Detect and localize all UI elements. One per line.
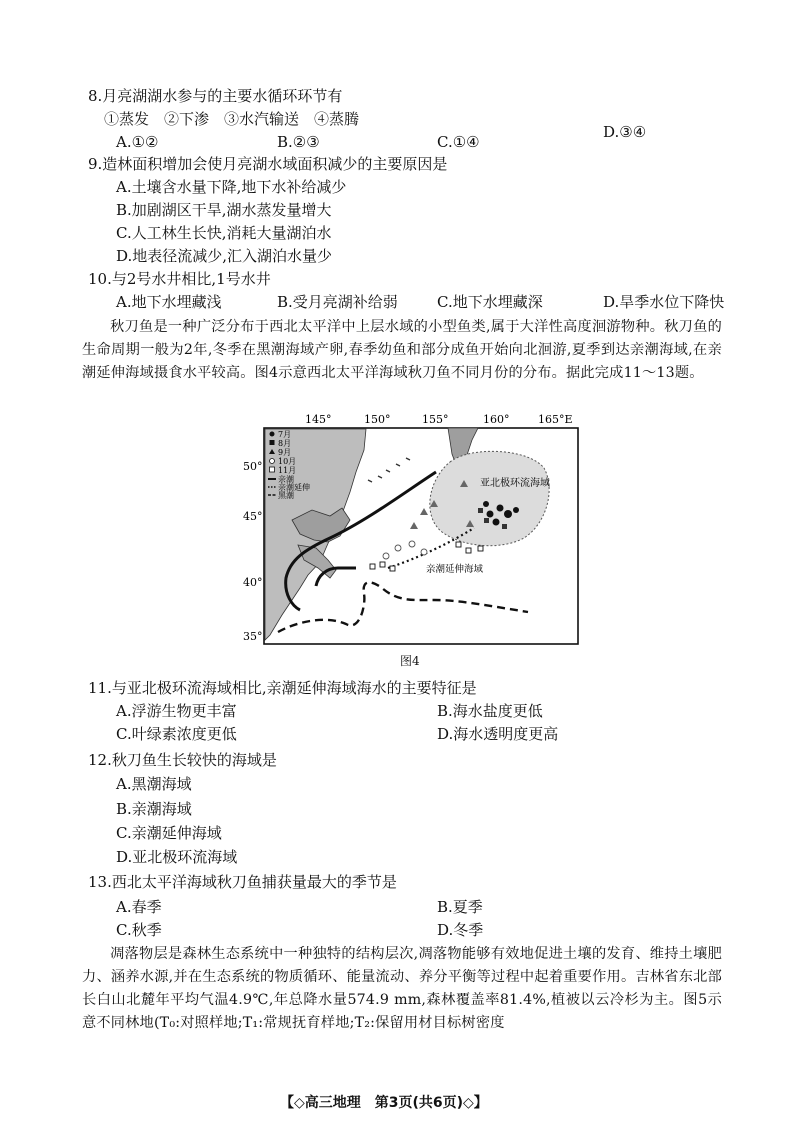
q13-option-b: B.夏季: [437, 898, 483, 916]
oct-point: [383, 553, 389, 559]
oct-point: [421, 549, 427, 555]
q12-stem: 12.秋刀鱼生长较快的海域是: [88, 751, 277, 769]
q10-option-a: A.地下水埋藏浅: [116, 293, 222, 311]
q8-stem: 8.月亮湖湖水参与的主要水循环环节有: [88, 87, 343, 105]
july-point: [513, 507, 519, 513]
nov-point: [390, 566, 395, 571]
q10-option-d: D.旱季水位下降快: [603, 293, 725, 311]
july-point: [483, 501, 489, 507]
lon-label-145: 145°: [305, 413, 332, 426]
lat-label-35: 35°: [243, 630, 263, 643]
q13-stem: 13.西北太平洋海域秋刀鱼捕获量最大的季节是: [88, 873, 397, 891]
oct-point: [395, 545, 401, 551]
passage-saury: [82, 316, 722, 385]
lon-label-150: 150°: [364, 413, 391, 426]
legend-extension: 亲潮延伸: [278, 483, 310, 492]
july-point: [504, 510, 512, 518]
figure-4-caption: 图4: [400, 654, 420, 668]
legend-nov-marker: [270, 467, 275, 472]
nov-point: [380, 562, 385, 567]
legend-july: 7月: [278, 430, 292, 439]
q10-stem: 10.与2号水井相比,1号水井: [88, 270, 271, 288]
q11-option-d: D.海水透明度更高: [437, 725, 559, 743]
legend-nov: 11月: [278, 466, 297, 475]
nov-point: [466, 548, 471, 553]
aug-point: [484, 518, 489, 523]
july-point: [493, 519, 500, 526]
q10-option-c: C.地下水埋藏深: [437, 293, 543, 311]
nov-point: [370, 564, 375, 569]
legend-aug-marker: [270, 440, 275, 445]
subarctic-gyre-region: [430, 451, 549, 545]
q9-option-a: A.土壤含水量下降,地下水补给减少: [116, 178, 347, 196]
q13-option-a: A.春季: [116, 898, 162, 916]
q11-option-b: B.海水盐度更低: [437, 702, 543, 720]
map-svg: [238, 410, 584, 650]
lat-label-40: 40°: [243, 576, 263, 589]
lat-label-50: 50°: [243, 460, 263, 473]
legend-oyashio: 亲潮: [278, 475, 294, 484]
q8-option-c: C.①④: [437, 133, 480, 151]
q9-option-c: C.人工林生长快,消耗大量湖泊水: [116, 224, 332, 242]
nov-point: [478, 546, 483, 551]
q8-option-a: A.①②: [116, 133, 159, 151]
q11-option-a: A.浮游生物更丰富: [116, 702, 237, 720]
lon-label-155: 155°: [422, 413, 449, 426]
q12-option-b: B.亲潮海域: [116, 800, 192, 818]
passage-saury-text: 秋刀鱼是一种广泛分布于西北太平洋中上层水域的小型鱼类,属于大洋性高度洄游物种。秋刀鱼的生命周期一般为2年,冬季在黑潮海域产卵,春季幼鱼和部分成鱼开始向北洄游,夏季到达亲潮海域,在亲潮延伸海域摄食水平较高。图4示意西北太平洋海域秋刀鱼不同月份的分布。据此完成11～13题。: [82, 319, 722, 381]
q9-option-b: B.加剧湖区干旱,湖水蒸发量增大: [116, 201, 332, 219]
lat-label-45: 45°: [243, 510, 263, 523]
q13-option-d: D.冬季: [437, 921, 484, 939]
subarctic-gyre-label: 亚北极环流海域: [480, 478, 550, 489]
aug-point: [478, 508, 483, 513]
lon-label-165: 165°E: [538, 413, 573, 426]
legend-oct: 10月: [278, 457, 297, 466]
q12-option-c: C.亲潮延伸海域: [116, 824, 222, 842]
aug-point: [502, 524, 507, 529]
q12-option-d: D.亚北极环流海域: [116, 848, 238, 866]
oct-point: [409, 541, 415, 547]
q9-stem: 9.造林面积增加会使月亮湖水域面积减少的主要原因是: [88, 155, 448, 173]
figure-4-map: [238, 410, 584, 650]
nov-point: [456, 542, 461, 547]
q9-option-d: D.地表径流减少,汇入湖泊水量少: [116, 247, 333, 265]
q12-option-a: A.黑潮海域: [116, 775, 192, 793]
q13-option-c: C.秋季: [116, 921, 162, 939]
page-footer: 【◇高三地理 第3页(共6页)◇】: [280, 1095, 488, 1111]
legend-kuroshio: 黑潮: [278, 491, 294, 500]
passage-litter-text: 凋落物层是森林生态系统中一种独特的结构层次,凋落物能够有效地促进土壤的发育、维持土壤肥力、涵养水源,并在生态系统的物质循环、能量流动、养分平衡等过程中起着重要作用。吉林省东北部长白山北麓年平均气温4.9℃,年总降水量574.9 mm,森林覆盖率81.4%,植被以云冷杉为主。图5示意不同林地(T₀:对照样地;T₁:常规抚育样地;T₂:保留用材目标树密度: [82, 946, 722, 1031]
legend-aug: 8月: [278, 439, 292, 448]
oyashio-extension-label: 亲潮延伸海域: [426, 564, 484, 575]
legend-sep: 9月: [278, 448, 292, 457]
legend-oct-marker: [270, 459, 275, 464]
july-point: [497, 505, 504, 512]
q8-items: ①蒸发 ②下渗 ③水汽输送 ④蒸腾: [104, 110, 360, 128]
q8-option-d: D.③④: [603, 123, 647, 141]
legend-july-marker: [270, 432, 275, 437]
q11-stem: 11.与亚北极环流海域相比,亲潮延伸海域海水的主要特征是: [88, 679, 477, 697]
passage-litter-layer: [82, 943, 722, 1035]
q10-option-b: B.受月亮湖补给弱: [277, 293, 398, 311]
q8-option-b: B.②③: [277, 133, 320, 151]
q11-option-c: C.叶绿素浓度更低: [116, 725, 237, 743]
july-point: [487, 511, 494, 518]
lon-label-160: 160°: [483, 413, 510, 426]
